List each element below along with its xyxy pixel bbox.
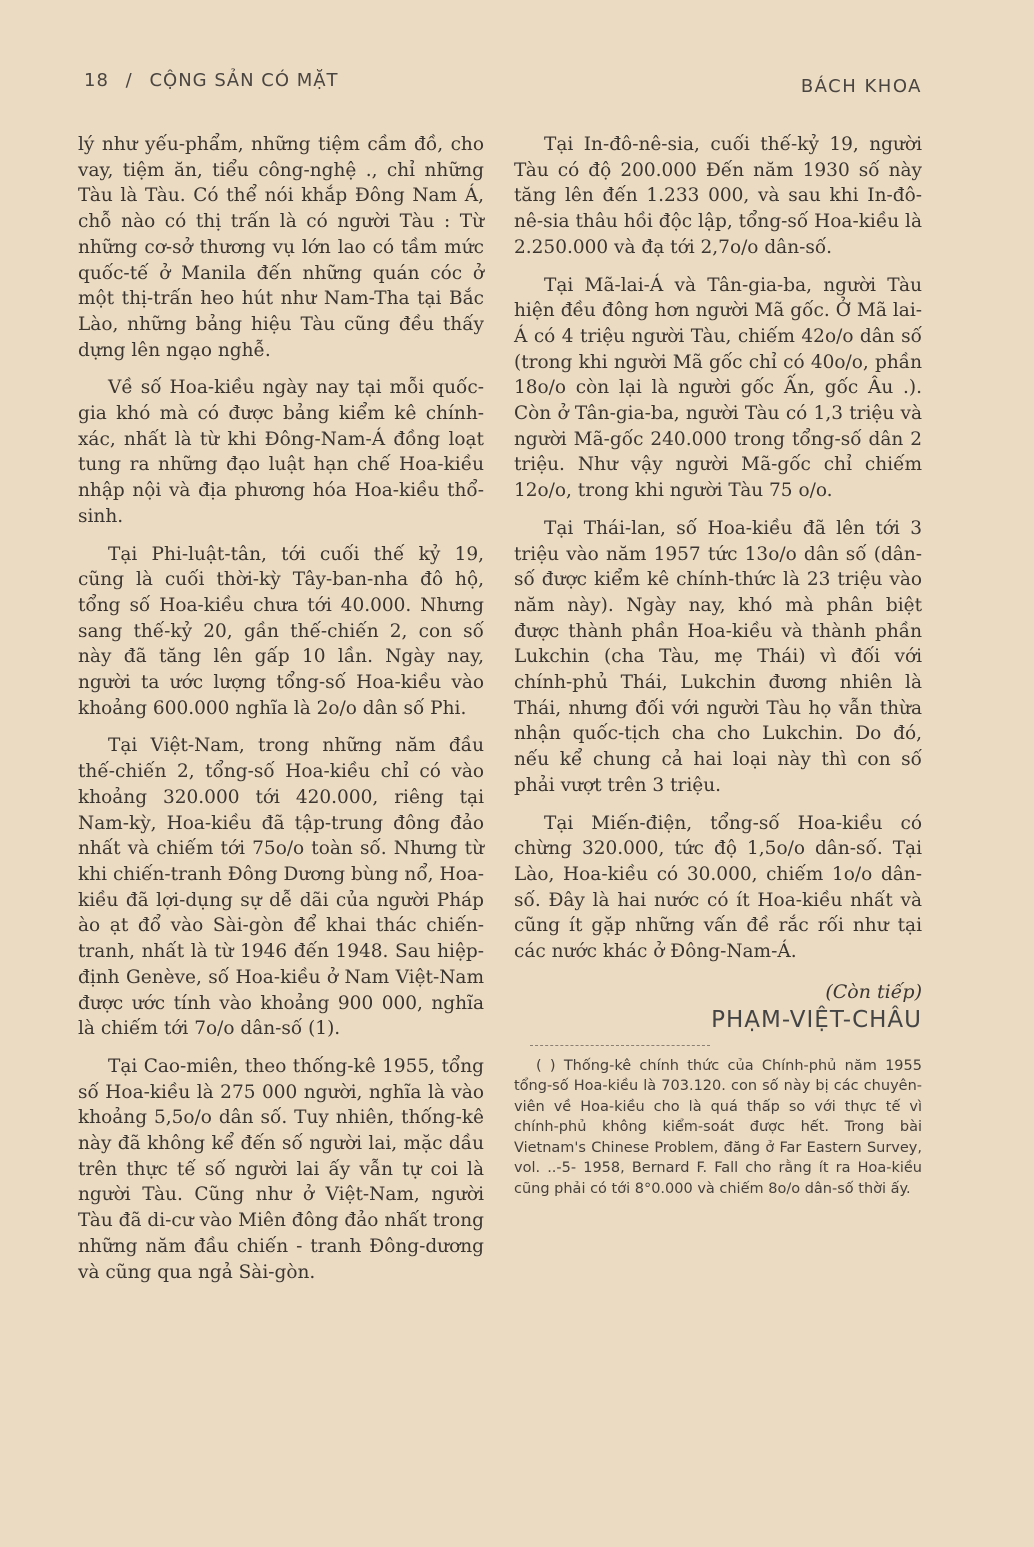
- left-column: [78, 132, 484, 1297]
- paragraph: Tại Thái-lan, số Hoa-kiều đã lên tới 3 triệu vào năm 1957 tức 13o/o dân số (dân-số được kiểm kê chính-thức là 23 triệu vào năm này). Ngày nay, khó mà phân biệt được thành phần Hoa-kiều và thành phần Lukchin (cha Tàu, mẹ Thái) vì đối với chính-phủ Thái, Lukchin đương nhiên là Thái, nhưng đối với người Tàu họ vẫn thừa nhận quốc-tịch cha cho Lukchin. Do đó, nếu kể chung cả hai loại này thì con số phải vượt trên 3 triệu.: [514, 517, 922, 796]
- paragraph: Tại Miến-điện, tổng-số Hoa-kiều có chừng 320.000, tức độ 1,5o/o dân-số. Tại Lào, Hoa-kiều có 30.000, chiếm 1o/o dân-số. Đây là hai nước có ít Hoa-kiều nhất và cũng ít gặp những vấn đề rắc rối như tại các nước khác ở Đông-Nam-Á.: [514, 812, 922, 963]
- paragraph: lý như yếu-phẩm, những tiệm cầm đồ, cho vay, tiệm ăn, tiểu công-nghệ ., chỉ những Tàu là Tàu. Có thể nói khắp Đông Nam Á, chỗ nào có thị trấn là có người Tàu : Từ những cơ-sở thương vụ lớn lao có tầm mức quốc-tế ở Manila đến những quán cóc ở một thị-trấn heo hút như Nam-Tha tại Bắc Lào, những bảng hiệu Tàu cũng đều thấy dựng lên ngạo nghễ.: [78, 134, 484, 361]
- continuation-note: (Còn tiếp): [825, 980, 922, 1003]
- page-header: [0, 70, 1034, 104]
- article-title: CỘNG SẢN CÓ MẶT: [149, 70, 339, 91]
- header-left: [84, 70, 349, 91]
- paragraph: Tại In-đô-nê-sia, cuối thế-kỷ 19, người Tàu có độ 200.000 Đến năm 1930 số này tăng lên đến 1.233 000, và sau khi In-đô-nê-sia thâu hồi độc lập, tổng-số Hoa-kiều là 2.250.000 và đạ tới 2,7o/o dân-số.: [514, 134, 922, 258]
- page-number: 18: [84, 70, 109, 91]
- paragraph: Tại Mã-lai-Á và Tân-gia-ba, người Tàu hiện đều đông hơn người Mã gốc. Ở Mã lai-Á có 4 triệu người Tàu, chiếm 42o/o dân số (trong khi người Mã gốc chỉ có 40o/o, phần 18o/o còn lại là người gốc Ấn, gốc Âu .). Còn ở Tân-gia-ba, người Tàu có 1,3 triệu và người Mã-gốc 240.000 trong tổng-số dân 2 triệu. Như vậy người Mã-gốc chỉ chiếm 12o/o, trong khi người Tàu 75 o/o.: [514, 274, 922, 502]
- footnote-divider: [530, 1045, 710, 1046]
- paragraph: Tại Cao-miên, theo thống-kê 1955, tổng số Hoa-kiều là 275 000 người, nghĩa là vào khoảng 5,5o/o dân số. Tuy nhiên, thống-kê này đã không kể đến số người lai, mặc dầu trên thực tế số người lai ấy vẫn tự coi là người Tàu. Cũng như ở Việt-Nam, người Tàu đã di-cư vào Miên đông đảo nhất trong những năm đầu chiến - tranh Đông-dương và cũng qua ngả Sài-gòn.: [78, 1055, 484, 1283]
- paragraph: Tại Việt-Nam, trong những năm đầu thế-chiến 2, tổng-số Hoa-kiều chỉ có vào khoảng 320.000 tới 420.000, riêng tại Nam-kỳ, Hoa-kiều đã tập-trung đông đảo nhất và chiếm tới 75o/o toàn số. Nhưng từ khi chiến-tranh Đông Dương bùng nổ, Hoa-kiều đã lợi-dụng sự dễ dãi của người Pháp ào ạt đổ vào Sài-gòn để khai thác chiến-tranh, nhất là từ 1946 đến 1948. Sau hiệp-định Genève, số Hoa-kiều ở Nam Việt-Nam được ước tính vào khoảng 900 000, nghĩa là chiếm tới 7o/o dân-số (1).: [78, 735, 484, 1040]
- right-column: [514, 132, 922, 1199]
- header-separator: /: [125, 70, 133, 91]
- paragraph: Tại Phi-luật-tân, tới cuối thế kỷ 19, cũng là cuối thời-kỳ Tây-ban-nha đô hộ, tổng số Hoa-kiều chưa tới 40.000. Nhưng sang thế-kỷ 20, gần thế-chiến 2, con số này đã tăng lên gấp 10 lần. Ngày nay, người ta ước lượng tổng-số Hoa-kiều vào khoảng 600.000 nghĩa là 2o/o dân số Phi.: [78, 543, 484, 719]
- author-signature: PHẠM-VIỆT-CHÂU: [711, 1006, 922, 1033]
- magazine-name: BÁCH KHOA: [800, 76, 922, 97]
- paragraph: Về số Hoa-kiều ngày nay tại mỗi quốc-gia khó mà có được bảng kiểm kê chính-xác, nhất là từ khi Đông-Nam-Á đồng loạt tung ra những đạo luật hạn chế Hoa-kiều nhập nội và địa phương hóa Hoa-kiều thổ-sinh.: [78, 377, 484, 527]
- footnote: ( ) Thống-kê chính thức của Chính-phủ năm 1955 tổng-số Hoa-kiều là 703.120. con số này bị các chuyên-viên về Hoa-kiều cho là quá thấp so với thực tế vì chính-phủ không kiểm-soát được hết. Trong bài Vietnam's Chinese Problem, đăng ở Far Eastern Survey, vol. ..-5- 1958, Bernard F. Fall cho rằng ít ra Hoa-kiều cũng phải có tới 8°0.000 và chiếm 8o/o dân-số thời ấy.: [514, 1057, 922, 1197]
